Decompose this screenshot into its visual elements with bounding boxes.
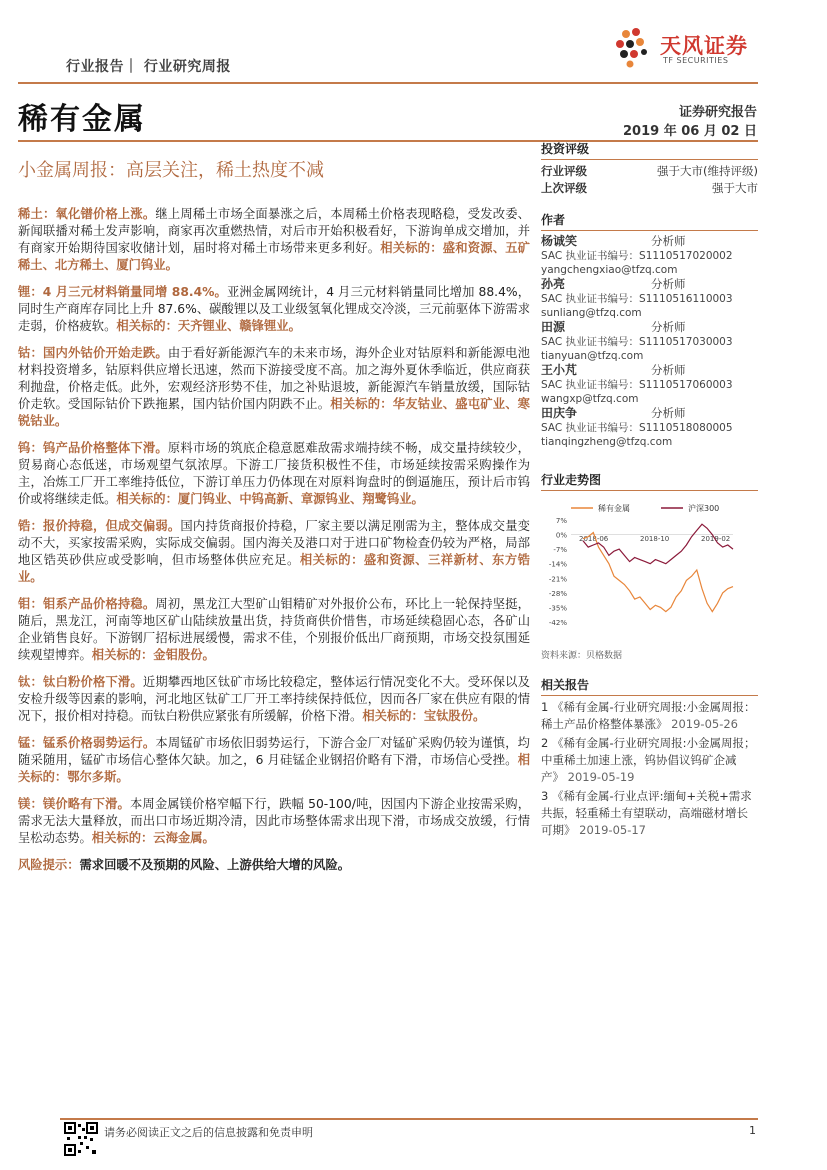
analyst-card <box>541 234 758 277</box>
report-date: 2019 年 06 月 02 日 <box>623 124 757 139</box>
x-tick-label: 2018-06 <box>579 534 609 543</box>
para-body: 原料市场的筑底企稳意愿难敌需求端持续不畅，成交量持续较少，贸易商心态低迷，市场观望气氛浓厚。下游工厂接货积极性不佳，市场延续按需采购操作为主，冶炼工厂开工率维持低位，下游订单压力仍体现在对原料询盘时的倒逼施压，预计后市钨价或将继续走低。 <box>18 441 530 506</box>
analyst-cert: SAC 执业证书编号：S1110517030003 <box>541 336 733 348</box>
analyst-role: 分析师 <box>651 406 686 420</box>
para-lead: 稀土：氧化镨价格上涨。 <box>18 207 156 221</box>
rating-value: 强于大市(维持评级) <box>657 164 758 178</box>
chart-y-axis <box>549 517 567 627</box>
related-label: 相关标的： <box>116 492 178 506</box>
related-report-date: 2019-05-26 <box>671 717 738 731</box>
rating-row <box>541 180 758 197</box>
para-lead: 镁：镁价略有下滑。 <box>18 797 130 811</box>
para-rare-earth <box>18 206 530 274</box>
para-body: 继上周稀土市场全面暴涨之后，本周稀土价格表现略稳，受发改委、新闻联播对稀土发声影响，商家再次重燃热情，对后市开始积极看好，下游询单成交增加，并有商家开始期待国家收储计划，届时将对稀土市场带来更多利好。 <box>18 207 530 255</box>
analyst-email[interactable]: tianqingzheng@tfzq.com <box>541 436 673 448</box>
analyst-email[interactable]: tianyuan@tfzq.com <box>541 350 644 362</box>
para-lead: 钨：钨产品价格整体下滑。 <box>18 441 168 455</box>
para-cobalt <box>18 345 530 430</box>
risk-text: 需求回暖不及预期的风险、上游供给大增的风险。 <box>79 858 351 872</box>
related-report-title: 2 《稀有金属-行业研究周报:小金属周报；中重稀土加速上涨，钨协倡议钨矿企减产》 <box>541 736 756 784</box>
para-lead: 锂：4 月三元材料销量同增 88.4%。 <box>18 285 227 299</box>
analyst-cert: SAC 执业证书编号：S1110518080005 <box>541 422 733 434</box>
para-body: 近期攀西地区钛矿市场比较稳定，整体运行情况变化不大。受环保以及安检升级等因素的影响，河北地区钛矿工厂开工率持续保持低位，因而各厂家在供应有限的情况下，报价相对持稳。而钛白粉供应紧张有所缓解，价格下滑。 <box>18 675 530 723</box>
analyst-role: 分析师 <box>651 363 686 377</box>
para-lead: 锰：锰系价格弱势运行。 <box>18 736 156 750</box>
sidebar <box>541 140 758 494</box>
y-tick-label: 7% <box>555 517 567 525</box>
analyst-name: 杨诚笑 <box>541 234 578 248</box>
analyst-role: 分析师 <box>651 234 686 248</box>
related-label: 相关标的： <box>330 397 393 411</box>
related-report-title: 3 《稀有金属-行业点评:缅甸+关税+需求共振，轻重稀土有望联动，高端磁材增长可期》 <box>541 789 752 837</box>
logo-text: 天风证券 <box>660 34 748 58</box>
related-stocks: 盛和资源、五矿稀土、北方稀土、厦门钨业。 <box>18 241 530 272</box>
para-body: 国内持货商报价持稳，厂家主要以满足刚需为主，整体成交量变动不大，买家按需采购，实际成交偏弱。国内海关及港口对于进口矿物检查仍较为严格，局部地区锆英砂供应或受影响，但市场整体供应充足。 <box>18 519 530 567</box>
rating-value: 强于大市 <box>712 181 758 195</box>
sector-title: 稀有金属 <box>18 102 146 137</box>
analyst-card <box>541 277 758 320</box>
related-label: 相关标的： <box>362 709 424 723</box>
analyst-email[interactable]: sunliang@tfzq.com <box>541 307 642 319</box>
y-tick-label: -14% <box>548 560 567 569</box>
rating-key: 上次评级 <box>541 181 587 195</box>
related-stocks: 宝钛股份。 <box>423 709 486 723</box>
related-heading: 相关报告 <box>541 676 758 696</box>
para-magnesium <box>18 796 530 847</box>
para-tungsten <box>18 440 530 508</box>
authors-heading: 作者 <box>541 211 758 231</box>
series-line <box>583 533 733 612</box>
analyst-role: 分析师 <box>651 277 686 291</box>
y-tick-label: -42% <box>548 619 567 627</box>
analyst-email[interactable]: yangchengxiao@tfzq.com <box>541 264 678 276</box>
chart-x-axis <box>579 535 730 543</box>
para-lithium <box>18 284 530 335</box>
related-report-title: 1 《稀有金属-行业研究周报:小金属周报：稀土产品价格整体暴涨》 <box>541 700 756 731</box>
related-stocks: 天齐锂业、赣锋锂业。 <box>177 319 301 333</box>
analyst-role: 分析师 <box>651 320 686 334</box>
analyst-email[interactable]: wangxp@tfzq.com <box>541 393 639 405</box>
risk-warning <box>18 857 530 874</box>
analyst-cert: SAC 执业证书编号：S1110516110003 <box>541 293 733 305</box>
analyst-name: 王小芃 <box>541 363 578 377</box>
footer-divider <box>60 1118 758 1120</box>
chart-source: 资料来源：贝格数据 <box>541 651 623 661</box>
main-body <box>18 206 530 884</box>
y-tick-label: -7% <box>553 546 567 555</box>
rating-row <box>541 163 758 180</box>
related-report-date: 2019-05-17 <box>579 823 646 837</box>
related-stocks: 鄂尔多斯。 <box>67 770 129 784</box>
analyst-card <box>541 320 758 363</box>
related-stocks: 厦门钨业、中钨高新、章源钨业、翔鹭钨业。 <box>177 492 424 506</box>
y-tick-label: -21% <box>548 575 567 584</box>
related-label: 相关标的： <box>380 241 443 255</box>
para-molybdenum <box>18 596 530 664</box>
chart-legend <box>571 503 719 513</box>
y-tick-label: -28% <box>548 589 567 598</box>
x-tick-label: 2019-02 <box>701 534 731 543</box>
para-titanium <box>18 674 530 725</box>
para-manganese <box>18 735 530 786</box>
header-divider <box>18 82 758 84</box>
related-label: 相关标的： <box>299 553 364 567</box>
analyst-card <box>541 363 758 406</box>
related-report-link[interactable] <box>541 735 758 786</box>
analyst-name: 田源 <box>541 320 566 334</box>
related-label: 相关标的： <box>91 831 154 845</box>
report-headline: 小金属周报：高层关注，稀土热度不减 <box>18 160 324 181</box>
logo-subtext: TF SECURITIES <box>663 56 729 65</box>
para-body: 本周金属镁价格窄幅下行，跌幅 50-100/吨，因国内下游企业按需采购，需求无法大量释放，而出口市场近期冷清，因此市场整体需求出现下滑，市场成交放缓，行情呈松动态势。 <box>18 797 530 845</box>
rating-heading: 投资评级 <box>541 140 758 160</box>
page-number: 1 <box>749 1124 756 1137</box>
para-lead: 钼：钼系产品价格持稳。 <box>18 597 156 611</box>
related-stocks: 华友钴业、盛屯矿业、寒锐钴业。 <box>18 397 530 428</box>
analyst-card <box>541 406 758 449</box>
y-tick-label: -35% <box>548 604 567 613</box>
related-stocks: 盛和资源、三祥新材、东方锆业。 <box>18 553 530 584</box>
x-tick-label: 2018-10 <box>640 534 670 543</box>
legend-label: 稀有金属 <box>598 504 630 513</box>
related-report-link[interactable] <box>541 699 758 733</box>
para-zirconium <box>18 518 530 586</box>
trend-heading: 行业走势图 <box>541 471 758 491</box>
risk-label: 风险提示： <box>18 858 80 872</box>
report-type: 证券研究报告 <box>678 105 757 120</box>
qr-code-icon <box>64 1122 98 1156</box>
industry-trend-chart <box>541 498 758 638</box>
para-body: 由于看好新能源汽车的未来市场，海外企业对钴原料和新能源电池材料投资增多，钴原料供应增长迅速，然而下游接受度不高。加之海外夏休季临近，供应商获利抛盘，价格走低。此外，宏观经济形势不佳，加之补贴退坡，新能源汽车销量放缓，国际钴价走软。受国际钴价下跌拖累，国内钴价国内阴跌不止。 <box>18 346 530 411</box>
related-report-date: 2019-05-19 <box>567 770 635 784</box>
related-stocks: 金钼股份。 <box>153 648 215 662</box>
related-report-link[interactable] <box>541 788 758 839</box>
para-lead: 锆：报价持稳，但成交偏弱。 <box>18 519 181 533</box>
y-tick-label: 0% <box>555 531 567 540</box>
analyst-name: 孙亮 <box>541 277 566 291</box>
para-lead: 钴：国内外钴价开始走跌。 <box>18 346 168 360</box>
related-label: 相关标的： <box>18 753 530 784</box>
para-body: 本周锰矿市场依旧弱势运行，下游合金厂对锰矿采购仍较为谨慎，均随采随用，锰矿市场信心整体欠缺。加之，6 月硅锰企业钢招价略有下滑，市场信心受挫。 <box>18 736 530 767</box>
analyst-cert: SAC 执业证书编号：S1110517020002 <box>541 250 733 262</box>
analyst-name: 田庆争 <box>541 406 578 420</box>
para-lead: 钛：钛白粉价格下滑。 <box>18 675 143 689</box>
breadcrumb: 行业报告｜ 行业研究周报 <box>66 59 231 75</box>
footer-disclaimer: 请务必阅读正文之后的信息披露和免责申明 <box>104 1126 313 1139</box>
related-stocks: 云海金属。 <box>153 831 215 845</box>
legend-label: 沪深300 <box>688 504 720 513</box>
related-label: 相关标的： <box>116 319 178 333</box>
analyst-cert: SAC 执业证书编号：S1110517060003 <box>541 379 733 391</box>
para-body: 亚洲金属网统计，4 月三元材料销量同比增加 88.4%，同时生产商库存同比上升 87.6%、碳酸锂以及工业级氢氧化锂成交冷淡，三元前驱体下游需求走弱，价格疲软。 <box>18 285 530 333</box>
para-body: 周初，黑龙江大型矿山钼精矿对外报价公布，环比上一轮保持坚挺，随后，黑龙江，河南等地区矿山陆续放量出货，持货商供价惜售，市场延续稳固心态，各矿山企业销售良好。下游钢厂招标进展缓慢，需求不佳，个别报价低出厂商预期，市场交投氛围延续观望博弈。 <box>18 597 530 662</box>
rating-key: 行业评级 <box>541 164 587 178</box>
related-label: 相关标的： <box>91 648 154 662</box>
related-reports <box>541 676 758 841</box>
